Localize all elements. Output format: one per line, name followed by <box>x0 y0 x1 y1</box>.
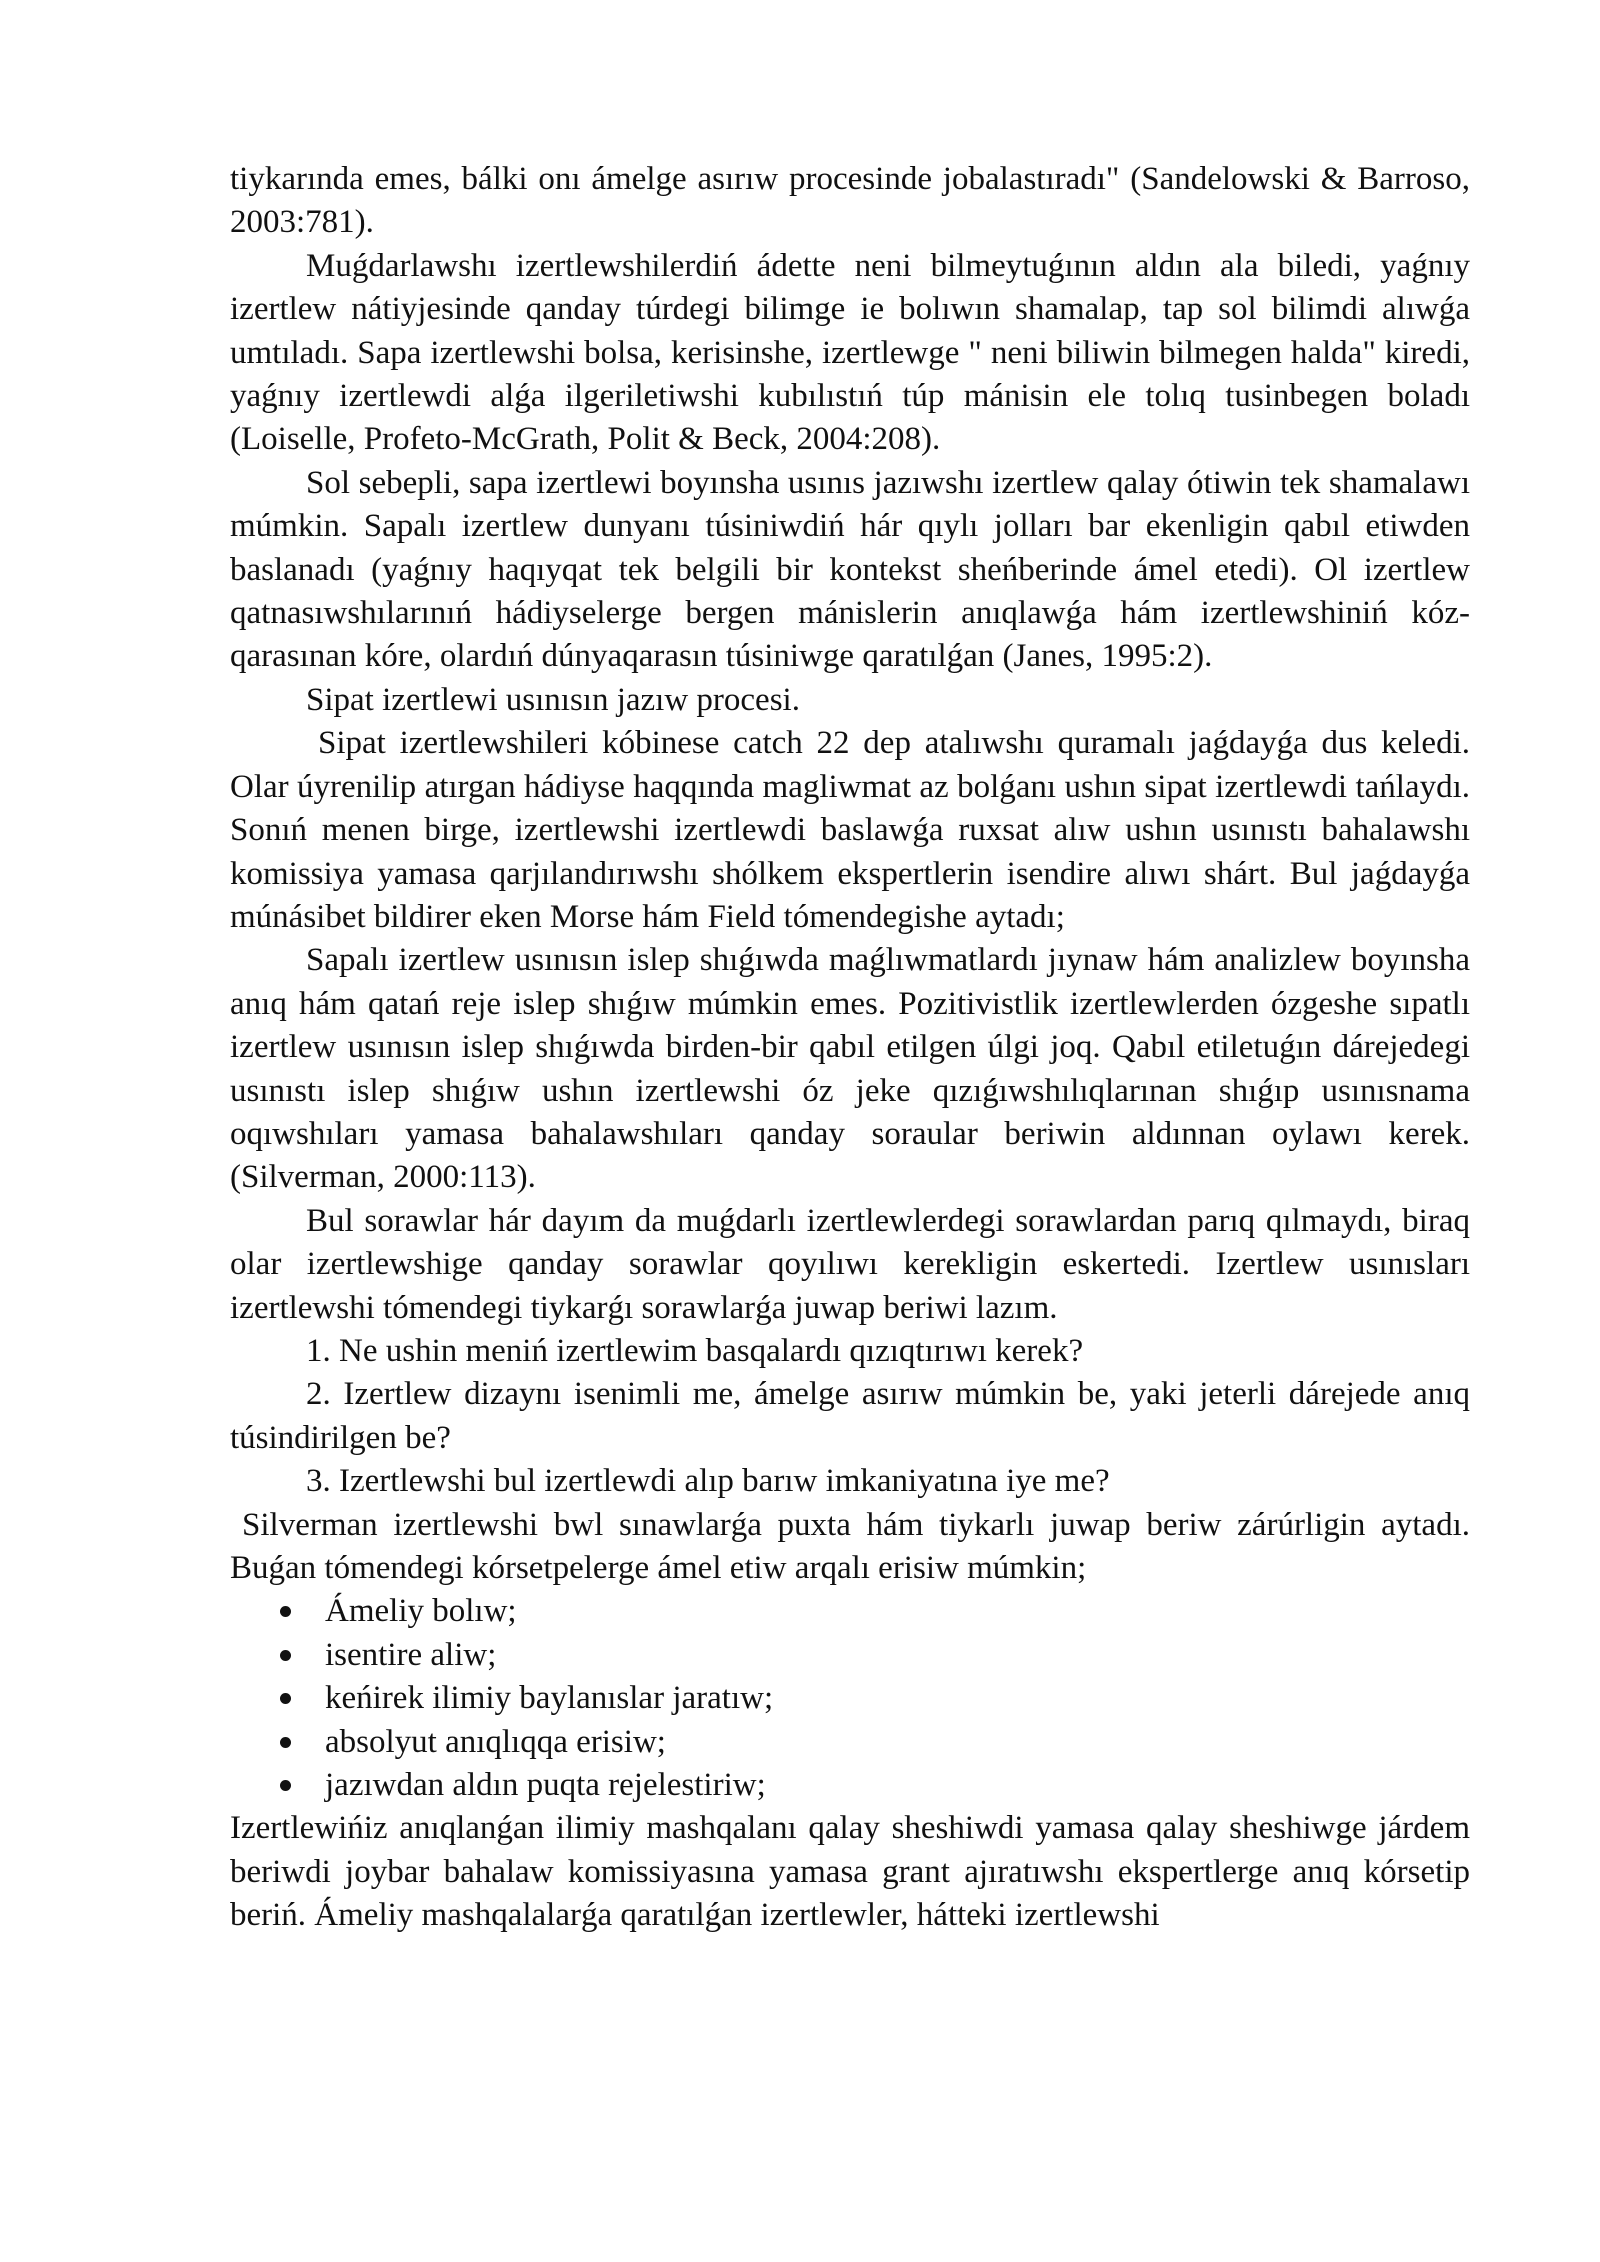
bullet-list <box>230 1590 1470 1807</box>
bullet-dot-icon <box>280 1650 291 1661</box>
paragraph-6: Bul sorawlar hár dayım da muǵdarlı izertlewlerdegi sorawlardan parıq qılmaydı, biraq olar izertlewshige qanday sorawlar qoyılıwı kerekligin eskertedi. Izertlew usınısları izertlewshi tómendegi tiykarǵı sorawlarǵa juwap beriwi lazım. <box>230 1202 1470 1326</box>
list-item <box>230 1721 1470 1764</box>
paragraph-2: Muǵdarlawshı izertlewshilerdiń ádette neni bilmeytuǵının aldın ala biledi, yaǵnıy izertlew nátiyjesinde qanday túrdegi bilimge ie bolıwın shamalap, tap sol bilimdi alıwǵa umtıladı. Sapa izertlewshi bolsa, kerisinshe, izertlewge " neni biliwin bilmegen halda" kiredi, yaǵnıy izertlewdi alǵa ilgeriletiwshi kubılıstıń túp mánisin ele tolıq tusinbegen boladı (Loiselle, Profeto-McGrath, Polit & Beck, 2004:208). <box>230 247 1470 458</box>
question-1: 1. Ne ushin meniń izertlewim basqalardı qızıqtırıwı kerek? <box>306 1332 1084 1369</box>
list-item-text: keńirek ilimiy baylanıslar jaratıw; <box>325 1680 774 1717</box>
list-item-text: isentire aliw; <box>325 1636 497 1673</box>
paragraph-3: Sol sebepli, sapa izertlewi boyınsha usınıs jazıwshı izertlew qalay ótiwin tek shamalawı múmkin. Sapalı izertlew dunyanı túsiniwdiń hár qıylı jolları bar ekenligin qabıl etiwden baslanadı (yaǵnıy haqıyqat tek belgili bir kontekst sheńberinde ámel etedi). Ol izertlew qatnasıwshılarınıń hádiyselerge bergen mánislerin anıqlawǵa hám izertlewshiniń kóz-qarasınan kóre, olardıń dúnyaqarasın túsiniwge qaratılǵan (Janes, 1995:2). <box>230 464 1470 675</box>
bullet-dot-icon <box>280 1737 291 1748</box>
paragraph-7: Silverman izertlewshi bwl sınawlarǵa puxta hám tiykarlı juwap beriw zárúrligin aytadı. Buǵan tómendegi kórsetpelerge ámel etiw arqalı erisiw múmkin; <box>230 1506 1470 1586</box>
paragraph-5: Sapalı izertlew usınısın islep shıǵıwda maǵlıwmatlardı jıynaw hám analizlew boyınsha anıq hám qatań reje islep shıǵıw múmkin emes. Pozitivistlik izertlewlerden ózgeshe sıpatlı izertlew usınısın islep shıǵıwda birden-bir qabıl etilgen úlgi joq. Qabıl etiletuǵın dárejedegi usınıstı islep shıǵıw ushın izertlewshi óz jeke qızıǵıwshılıqlarınan shıǵıp usınısnama oqıwshıları yamasa bahalawshıları qanday soraular beriwin aldınnan oylawı kerek. (Silverman, 2000:113). <box>230 942 1470 1196</box>
paragraph-4: Sipat izertlewshileri kóbinese catch 22 dep atalıwshı quramalı jaǵdayǵa dus keledi. Olar úyrenilip atırgan hádiyse haqqında magliwmat az bolǵanı ushın sipat izertlewdi tańlaydı. Sonıń menen birge, izertlewshi izertlewdi baslawǵa ruxsat alıw ushın usınıstı bahalawshı komissiya yamasa qarjılandırıwshı shólkem ekspertlerin isendire alıwı shárt. Bul jaǵdayǵa múnásibet bildirer eken Morse hám Field tómendegishe aytadı; <box>230 725 1470 935</box>
list-item <box>230 1764 1470 1807</box>
section-heading: Sipat izertlewi usınısın jazıw procesi. <box>306 681 800 718</box>
list-item <box>230 1677 1470 1720</box>
question-2: 2. Izertlew dizaynı isenimli me, ámelge asırıw múmkin be, yaki jeterli dárejede anıq túsindirilgen be? <box>230 1376 1470 1456</box>
list-item-text: Ámeliy bolıw; <box>325 1593 517 1630</box>
bullet-dot-icon <box>280 1780 291 1791</box>
bullet-dot-icon <box>280 1606 291 1617</box>
question-3: 3. Izertlewshi bul izertlewdi alıp barıw imkaniyatına iye me? <box>306 1463 1110 1500</box>
list-item <box>230 1590 1470 1633</box>
paragraph-1: tiykarında emes, bálki onı ámelge asırıw procesinde jobalastıradı" (Sandelowski & Barroso, 2003:781). <box>230 161 1470 241</box>
list-item <box>230 1634 1470 1677</box>
list-item-text: jazıwdan aldın puqta rejelestiriw; <box>325 1767 766 1804</box>
document-page <box>230 158 1470 1938</box>
paragraph-8: Izertlewińiz anıqlanǵan ilimiy mashqalanı qalay sheshiwdi yamasa qalay sheshiwge járdem beriwdi joybar bahalaw komissiyasına yamasa grant ajıratıwshı ekspertlerge anıq kórsetip beriń. Ámeliy mashqalalarǵa qaratılǵan izertlewler, hátteki izertlewshi <box>230 1810 1470 1934</box>
list-item-text: absolyut anıqlıqqa erisiw; <box>325 1723 666 1760</box>
bullet-dot-icon <box>280 1693 291 1704</box>
